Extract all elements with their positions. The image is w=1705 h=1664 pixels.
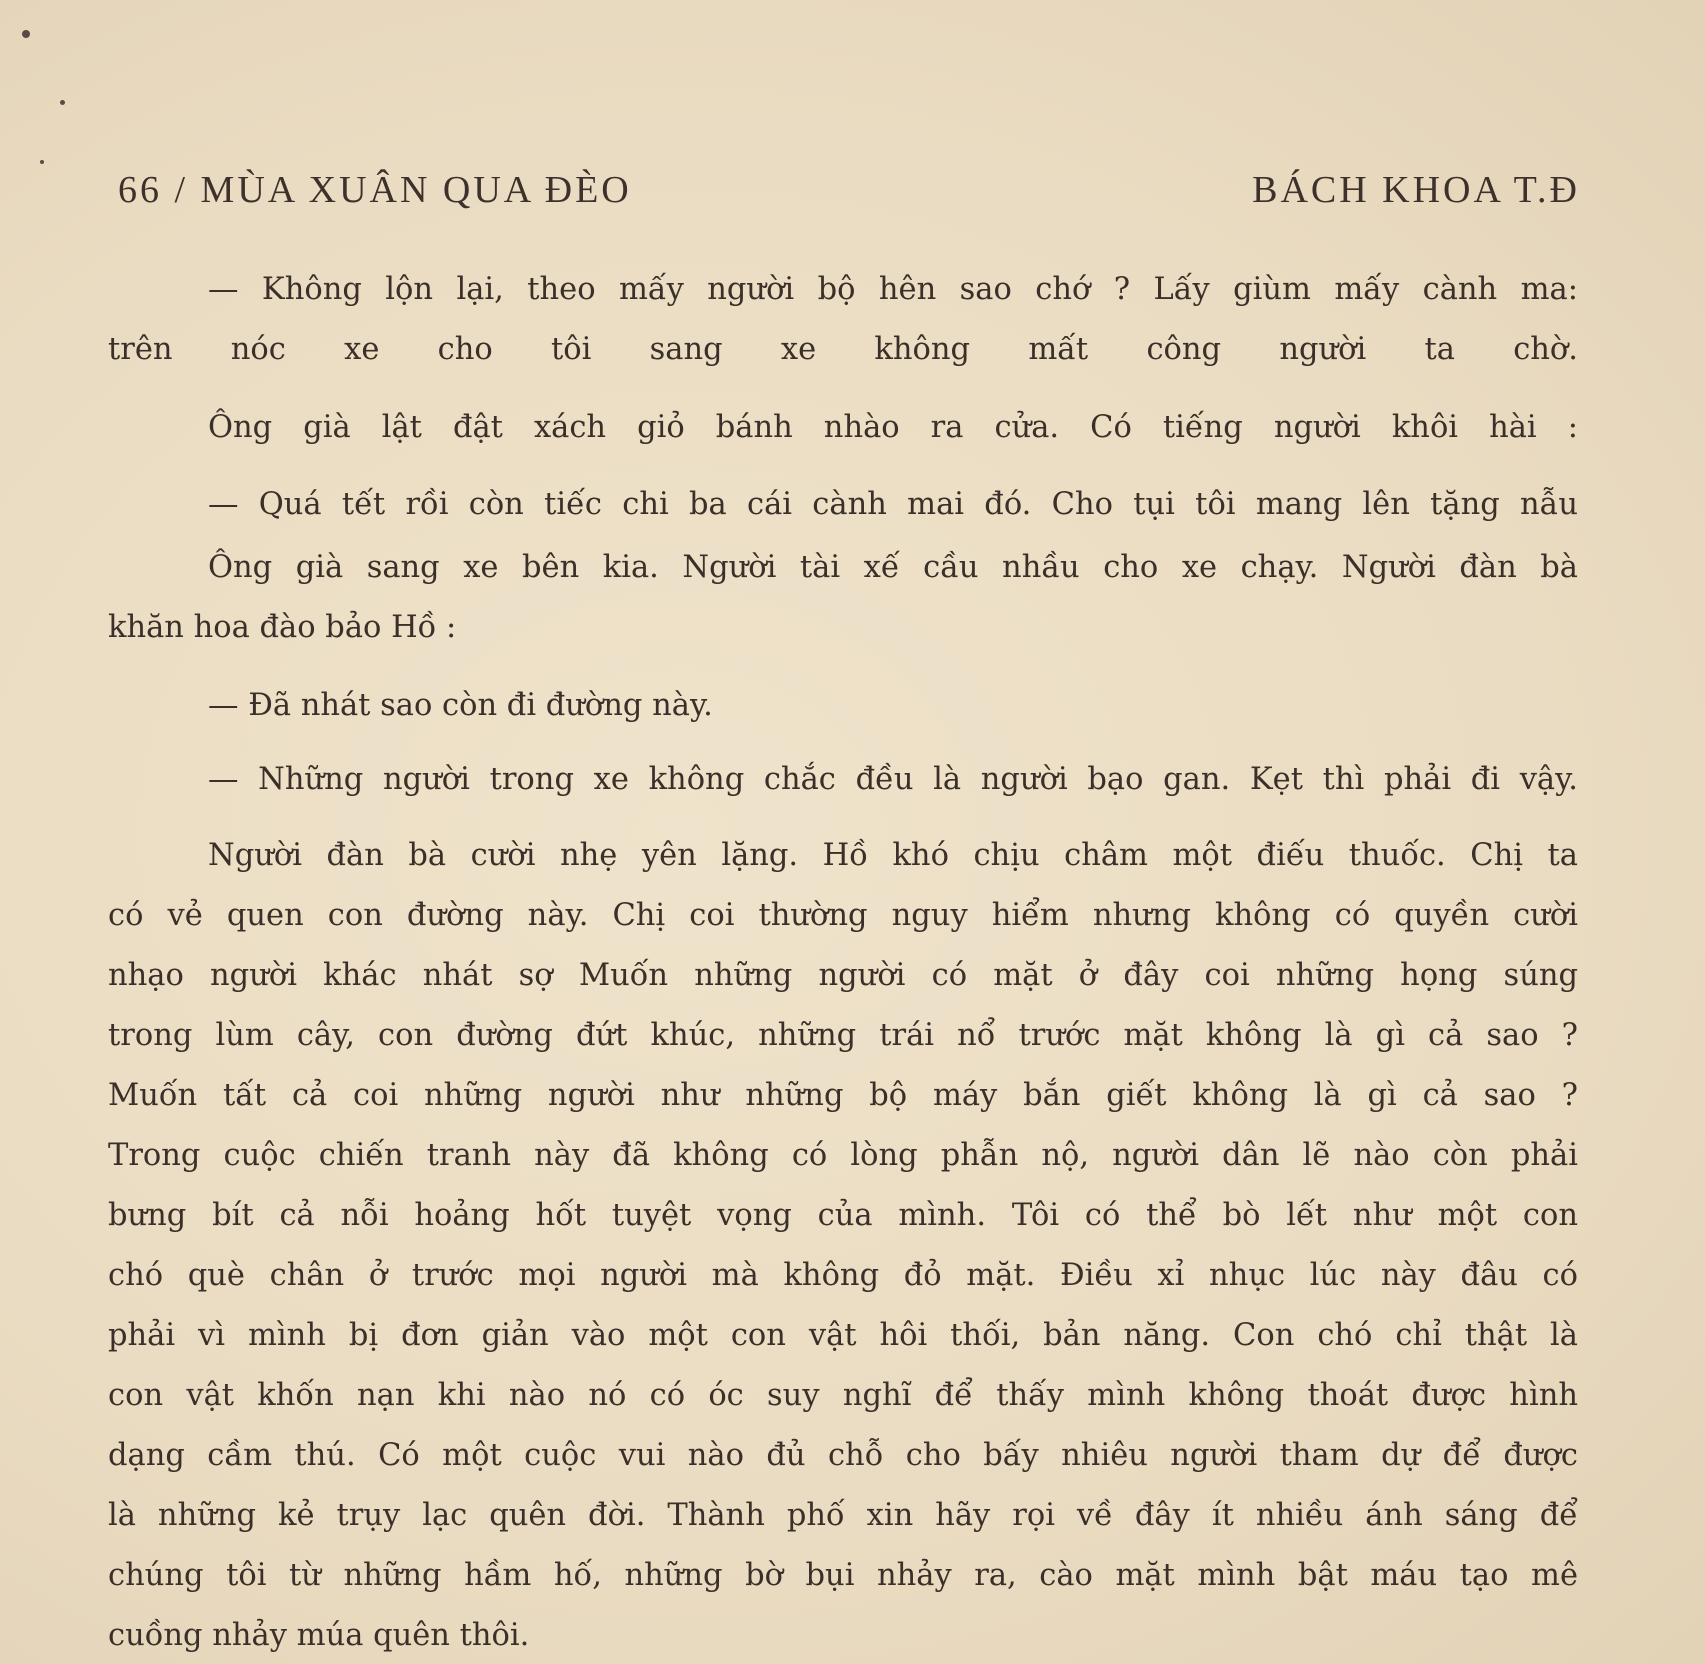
- text-line: phải vì mình bị đơn giản vào một con vật hôi thối, bản năng. Con chó chỉ thật là: [108, 1318, 1578, 1353]
- text-line: bưng bít cả nỗi hoảng hốt tuyệt vọng của mình. Tôi có thể bò lết như một con: [108, 1198, 1578, 1233]
- text-line: chúng tôi từ những hầm hố, những bờ bụi nhảy ra, cào mặt mình bật máu tạo mê: [108, 1558, 1578, 1593]
- text-line: — Quá tết rồi còn tiếc chi ba cái cành mai đó. Cho tụi tôi mang lên tặng nẫu: [208, 487, 1578, 522]
- text-line: Muốn tất cả coi những người như những bộ máy bắn giết không là gì cả sao ?: [108, 1078, 1578, 1113]
- text-line: dạng cầm thú. Có một cuộc vui nào đủ chỗ cho bấy nhiêu người tham dự để được: [108, 1438, 1578, 1473]
- text-line: Ông già sang xe bên kia. Người tài xế cầu nhầu cho xe chạy. Người đàn bà: [208, 550, 1578, 585]
- print-speck: [22, 30, 30, 38]
- text-line: — Đã nhát sao còn đi đường này.: [208, 688, 713, 723]
- text-line: con vật khốn nạn khi nào nó có óc suy nghĩ để thấy mình không thoát được hình: [108, 1378, 1578, 1413]
- text-line: chó què chân ở trước mọi người mà không đỏ mặt. Điều xỉ nhục lúc này đâu có: [108, 1258, 1578, 1293]
- publication-name: BÁCH KHOA T.Đ: [1252, 169, 1580, 211]
- print-speck: [40, 160, 44, 164]
- text-line: Trong cuộc chiến tranh này đã không có lòng phẫn nộ, người dân lẽ nào còn phải: [108, 1138, 1578, 1173]
- text-line: trên nóc xe cho tôi sang xe không mất công người ta chờ.: [108, 332, 1578, 367]
- text-line: khăn hoa đào bảo Hồ :: [108, 610, 457, 645]
- text-line: — Không lộn lại, theo mấy người bộ hên sao chớ ? Lấy giùm mấy cành ma:: [208, 272, 1578, 307]
- page-number-and-title: 66 / MÙA XUÂN QUA ĐÈO: [118, 169, 632, 211]
- print-speck: [60, 100, 65, 105]
- page-header: [118, 168, 1580, 216]
- text-line: Ông già lật đật xách giỏ bánh nhào ra cửa. Có tiếng người khôi hài :: [208, 410, 1578, 445]
- text-line: có vẻ quen con đường này. Chị coi thường nguy hiểm nhưng không có quyền cười: [108, 898, 1578, 933]
- text-line: là những kẻ trụy lạc quên đời. Thành phố xin hãy rọi về đây ít nhiều ánh sáng để: [108, 1498, 1578, 1533]
- text-line: cuồng nhảy múa quên thôi.: [108, 1618, 530, 1653]
- text-line: — Những người trong xe không chắc đều là người bạo gan. Kẹt thì phải đi vậy.: [208, 762, 1578, 797]
- text-line: Người đàn bà cười nhẹ yên lặng. Hồ khó chịu châm một điếu thuốc. Chị ta: [208, 838, 1578, 873]
- text-line: nhạo người khác nhát sợ Muốn những người có mặt ở đây coi những họng súng: [108, 958, 1578, 993]
- text-line: trong lùm cây, con đường đứt khúc, những trái nổ trước mặt không là gì cả sao ?: [108, 1018, 1578, 1053]
